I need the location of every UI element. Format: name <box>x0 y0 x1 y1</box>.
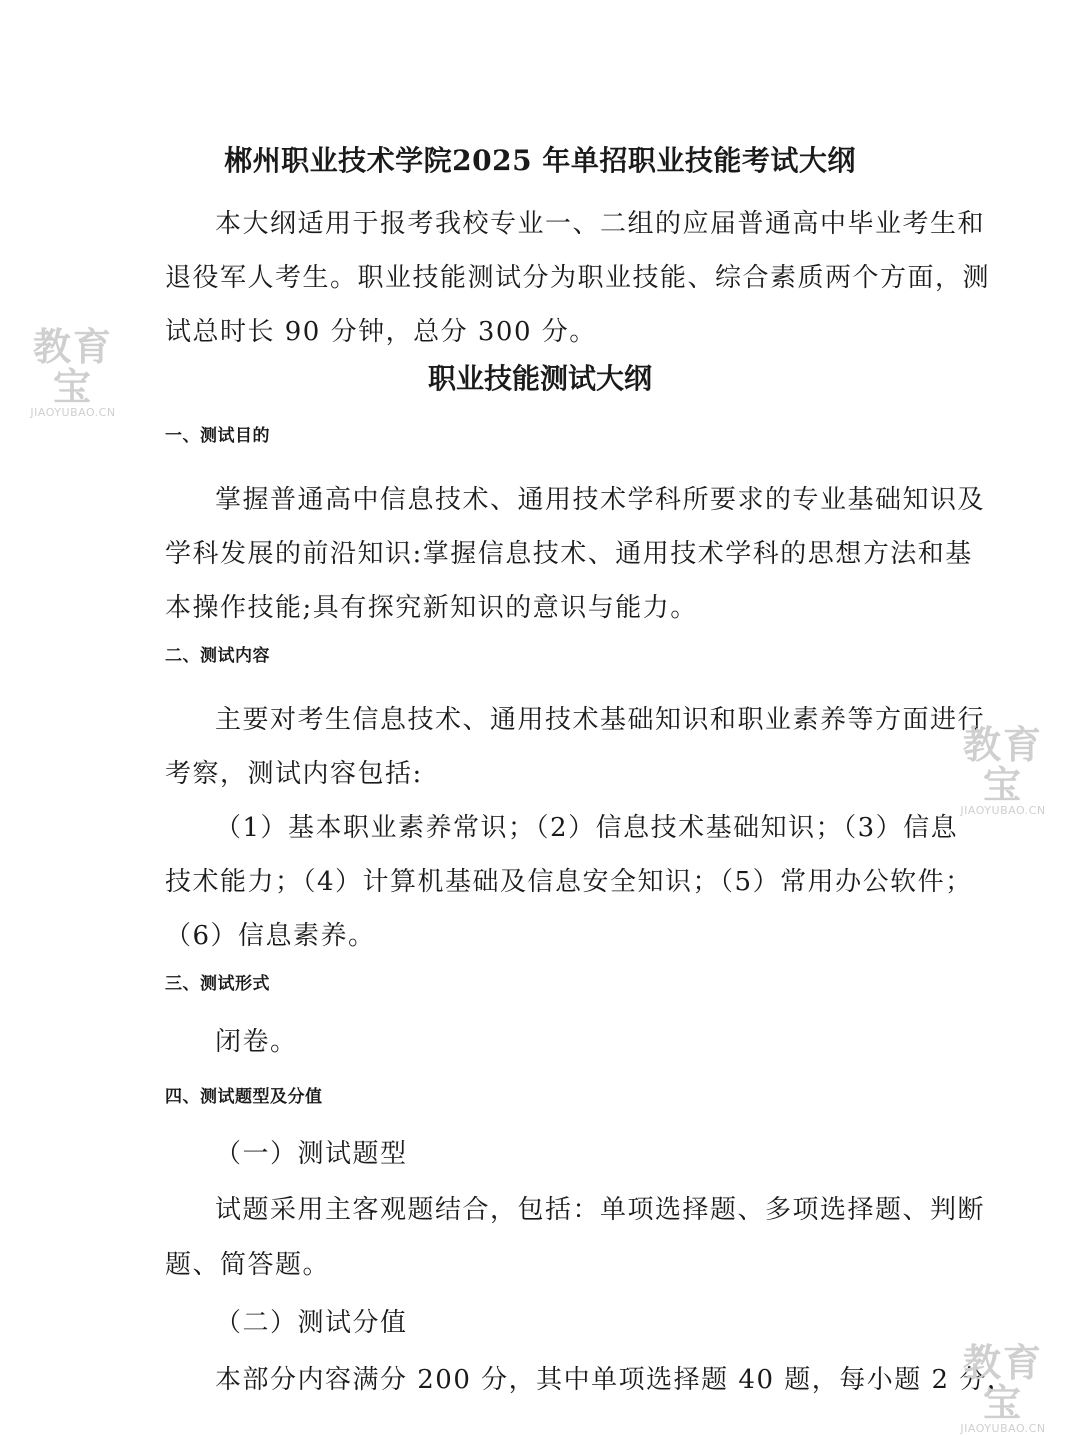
section1-line-3: 本操作技能;具有探究新知识的意识与能力。 <box>165 593 698 623</box>
section-heading-2: 二、测试内容 <box>165 646 270 666</box>
intro-line-2: 退役军人考生。职业技能测试分为职业技能、综合素质两个方面，测 <box>165 263 991 293</box>
section-heading-4: 四、测试题型及分值 <box>165 1087 323 1107</box>
section2-items-line-3: （6）信息素养。 <box>165 921 376 951</box>
watermark-text: 教育宝 <box>32 325 113 409</box>
section-title: 职业技能测试大纲 <box>427 362 652 395</box>
document-title: 郴州职业技术学院2025 年单招职业技能考试大纲 <box>224 144 856 177</box>
section1-line-2: 学科发展的前沿知识:掌握信息技术、通用技术学科的思想方法和基 <box>165 539 973 569</box>
section4-sub1-line-1: 试题采用主客观题结合，包括：单项选择题、多项选择题、判断 <box>215 1195 986 1225</box>
watermark-url: JIAOYUBAO.CN <box>960 804 1046 817</box>
section2-line-1: 主要对考生信息技术、通用技术基础知识和职业素养等方面进行 <box>215 705 986 735</box>
intro-line-3: 试总时长 90 分钟，总分 300 分。 <box>165 317 597 347</box>
section1-line-1: 掌握普通高中信息技术、通用技术学科所要求的专业基础知识及 <box>215 485 986 515</box>
section4-sub1-line-2: 题、简答题。 <box>165 1250 331 1280</box>
watermark-logo <box>944 1343 1062 1435</box>
watermark-url: JIAOYUBAO.CN <box>30 406 116 419</box>
section-heading-1: 一、测试目的 <box>165 426 270 446</box>
section2-items-line-2: 技术能力；（4）计算机基础及信息安全知识；（5）常用办公软件； <box>165 867 973 897</box>
section-heading-3: 三、测试形式 <box>165 974 270 994</box>
watermark-text: 教育宝 <box>962 723 1043 807</box>
section4-sub1-heading: （一）测试题型 <box>215 1139 408 1169</box>
watermark-logo <box>944 725 1062 817</box>
section4-sub2-heading: （二）测试分值 <box>215 1308 408 1338</box>
watermark-url: JIAOYUBAO.CN <box>960 1422 1046 1435</box>
section2-line-2: 考察，测试内容包括: <box>165 759 423 789</box>
watermark-logo <box>14 327 132 419</box>
watermark-text: 教育宝 <box>962 1341 1043 1425</box>
section2-items-line-1: （1）基本职业素养常识；（2）信息技术基础知识；（3）信息 <box>215 813 959 843</box>
section4-sub2-line-1: 本部分内容满分 200 分，其中单项选择题 40 题，每小题 2 分， <box>215 1365 1015 1395</box>
section3-text: 闭卷。 <box>215 1027 298 1057</box>
intro-line-1: 本大纲适用于报考我校专业一、二组的应届普通高中毕业考生和 <box>215 209 986 239</box>
